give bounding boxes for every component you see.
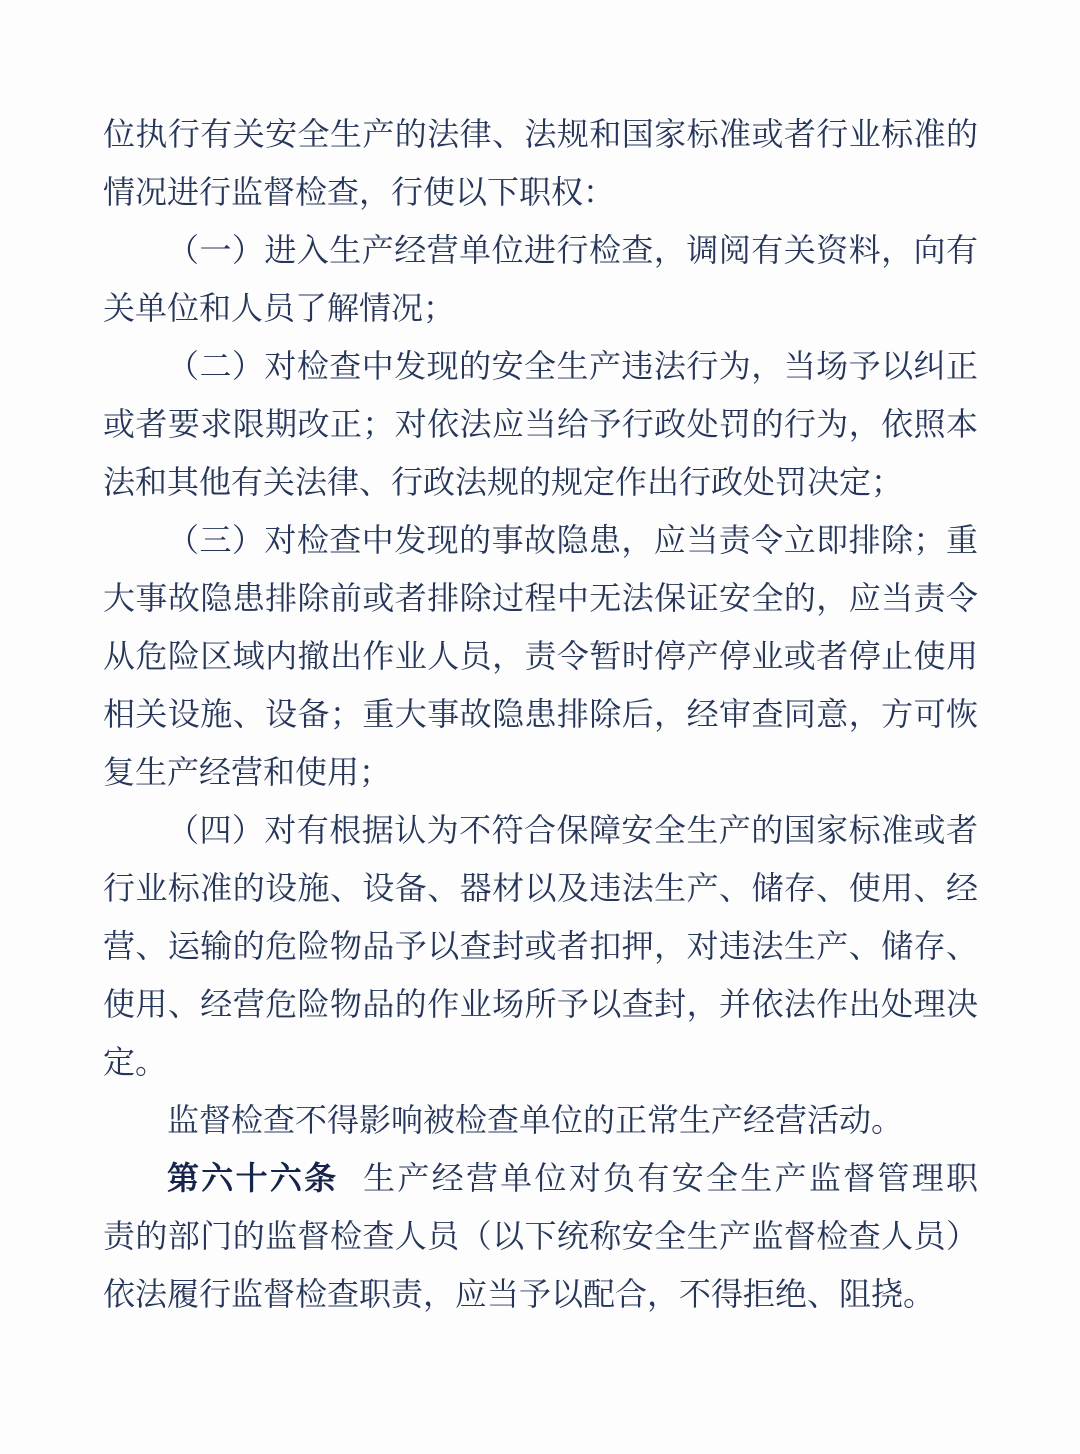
article-text: 生产经营单位对负有安全生产监督管理职 <box>360 1159 978 1197</box>
text-line: 关单位和人员了解情况； <box>103 289 456 327</box>
text-line: 依法履行监督检查职责，应当予以配合，不得拒绝、阻挠。 <box>103 1275 936 1313</box>
article-number: 第六十六条 <box>167 1159 339 1197</box>
paragraph-supervision-note <box>103 1091 978 1149</box>
text-line: （三）对检查中发现的事故隐患，应当责令立即排除；重 <box>167 521 978 559</box>
text-line: 法和其他有关法律、行政法规的规定作出行政处罚决定； <box>103 463 904 501</box>
text-line: 行业标准的设施、设备、器材以及违法生产、储存、使用、经 <box>103 869 978 907</box>
text-line: 定。 <box>103 1043 168 1081</box>
text-line: 复生产经营和使用； <box>103 753 392 791</box>
text-line: 位执行有关安全生产的法律、法规和国家标准或者行业标准的 <box>103 115 978 153</box>
text-line: 情况进行监督检查，行使以下职权： <box>103 173 616 211</box>
text-line: 从危险区域内撤出作业人员，责令暂时停产停业或者停止使用 <box>103 637 978 675</box>
text-line: 责的部门的监督检查人员（以下统称安全生产监督检查人员） <box>103 1217 978 1255</box>
paragraph-continuation <box>103 105 978 221</box>
text-line: 大事故隐患排除前或者排除过程中无法保证安全的，应当责令 <box>103 579 978 617</box>
text-line: （一）进入生产经营单位进行检查，调阅有关资料，向有 <box>167 231 978 269</box>
text-line <box>103 1149 978 1207</box>
text-line: （四）对有根据认为不符合保障安全生产的国家标准或者 <box>167 811 978 849</box>
paragraph-article-66 <box>103 1149 978 1323</box>
paragraph-item-3 <box>103 511 978 801</box>
text-line: 或者要求限期改正；对依法应当给予行政处罚的行为，依照本 <box>103 405 978 443</box>
text-line: 相关设施、设备；重大事故隐患排除后，经审查同意，方可恢 <box>103 695 978 733</box>
text-column <box>103 105 978 1323</box>
text-line: 营、运输的危险物品予以查封或者扣押，对违法生产、储存、 <box>103 927 978 965</box>
text-line: （二）对检查中发现的安全生产违法行为，当场予以纠正 <box>167 347 978 385</box>
paragraph-item-1 <box>103 221 978 337</box>
paragraph-item-4 <box>103 801 978 1091</box>
text-line: 使用、经营危险物品的作业场所予以查封，并依法作出处理决 <box>103 985 978 1023</box>
paragraph-item-2 <box>103 337 978 511</box>
text-line: 监督检查不得影响被检查单位的正常生产经营活动。 <box>167 1101 904 1139</box>
